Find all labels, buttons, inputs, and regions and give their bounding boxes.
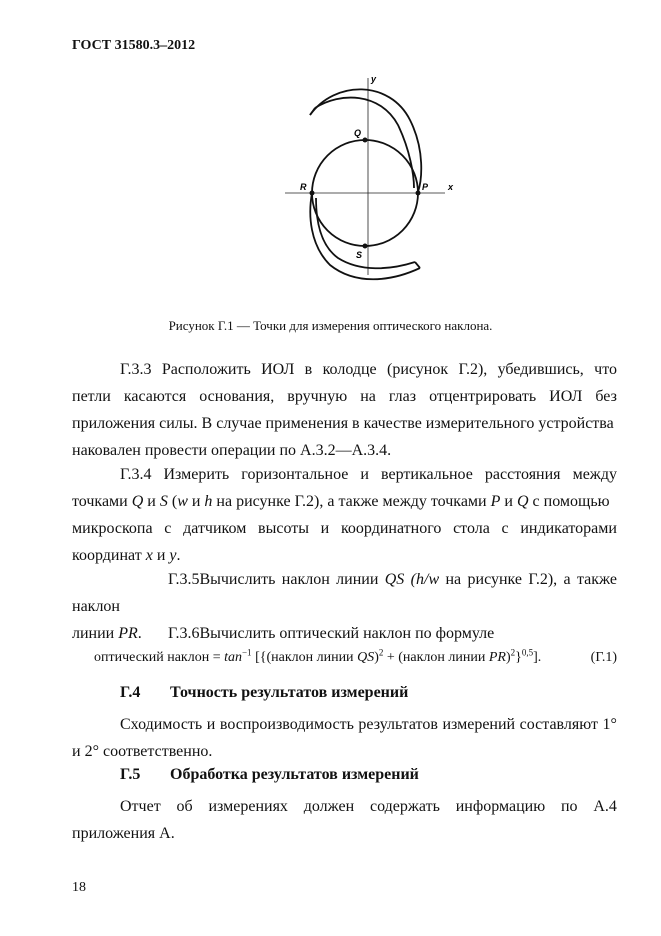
- word: отцентрировать: [429, 388, 537, 405]
- g36-line1: [72, 620, 617, 647]
- word: Г.2),: [458, 361, 488, 378]
- figure-caption: Рисунок Г.1 — Точки для измерения оптического наклона.: [168, 318, 493, 333]
- lower-haptic-tip: [415, 262, 420, 268]
- word: горизонтальное: [241, 466, 349, 483]
- exponent: 2: [510, 647, 516, 658]
- var-pr: PR: [118, 625, 138, 642]
- g34-num: Г.3.4: [120, 466, 152, 483]
- var-s: S: [159, 493, 168, 510]
- var-tan: tan: [224, 650, 242, 665]
- g33-line1: [72, 356, 617, 383]
- section-heading-g4: [120, 684, 408, 702]
- text: и: [500, 493, 517, 510]
- var-qs: QS: [357, 650, 375, 665]
- paragraph-g34: [72, 461, 617, 569]
- var-pr: PR: [488, 650, 506, 665]
- word: должен: [303, 798, 355, 815]
- text: координат: [72, 547, 146, 564]
- word: и: [320, 520, 330, 537]
- label-p: P: [422, 182, 429, 192]
- word: без: [595, 388, 617, 405]
- text: ): [374, 650, 379, 665]
- text: линии: [72, 625, 119, 642]
- word: индикаторами: [520, 520, 617, 537]
- g33-line2: [72, 383, 617, 410]
- formula-expression: [72, 647, 542, 666]
- word: высоты: [258, 520, 309, 537]
- point-p: [416, 191, 421, 196]
- var-x: x: [145, 547, 153, 564]
- exponent: 0,5: [521, 647, 534, 658]
- g4-line2: и 2° соответственно.: [72, 743, 213, 760]
- text: на рисунке Г.2), а также наклон: [72, 571, 618, 615]
- document-header: ГОСТ 31580.3–2012: [72, 38, 196, 53]
- word: на: [360, 388, 376, 405]
- upper-haptic-tip: [310, 108, 315, 115]
- g34-line1: [72, 461, 617, 488]
- text: }: [515, 650, 522, 665]
- word: микроскопа: [72, 520, 153, 537]
- point-r: [310, 191, 315, 196]
- var-qs: QS (h/w: [384, 571, 440, 588]
- g35-num: Г.3.5: [168, 571, 200, 588]
- word: с: [501, 520, 509, 537]
- word: содержать: [369, 798, 440, 815]
- word: в: [304, 361, 313, 378]
- word: расстояния: [484, 466, 561, 483]
- word: основания,: [199, 388, 275, 405]
- g5-line2: приложения А.: [72, 825, 175, 842]
- g33-num: Г.3.3: [120, 361, 152, 378]
- word: 1°: [602, 716, 617, 733]
- g33-line3: приложения силы. В случае применения в качестве измерительного устройства: [72, 415, 614, 432]
- g36-num: Г.3.6: [168, 625, 200, 642]
- point-q: [363, 138, 368, 143]
- page-number: 18: [72, 880, 86, 895]
- paragraph-g36: [72, 620, 617, 647]
- word: измерений: [442, 716, 516, 733]
- text: на рисунке Г.2), а также между точками: [212, 493, 491, 510]
- word: глаз: [388, 388, 417, 405]
- label-x: x: [448, 182, 454, 192]
- word: ИОЛ: [261, 361, 295, 378]
- word: убедившись,: [497, 361, 584, 378]
- word: координатного: [340, 520, 442, 537]
- word: вручную: [287, 388, 348, 405]
- g35-line1: [72, 566, 617, 620]
- exponent: −1: [241, 647, 252, 658]
- upper-haptic-inner: [315, 98, 414, 188]
- word: колодце: [322, 361, 377, 378]
- point-s: [363, 244, 368, 249]
- word: что: [594, 361, 617, 378]
- text: и: [143, 493, 160, 510]
- g34-line3: [72, 515, 617, 542]
- formula-number: (Г.1): [590, 650, 617, 665]
- g5-line1: [72, 793, 617, 820]
- label-r: R: [300, 182, 307, 192]
- heading-title: Точность результатов измерений: [170, 684, 409, 701]
- word: Отчет: [120, 798, 161, 815]
- paragraph-g5: [72, 793, 617, 847]
- heading-title: Обработка результатов измерений: [170, 766, 419, 783]
- g34-line4: [72, 542, 617, 569]
- formula-g1: [72, 647, 617, 666]
- paragraph-g33: [72, 356, 617, 464]
- word: (рисунок: [387, 361, 449, 378]
- word: Сходимость: [120, 716, 203, 733]
- label-s: S: [356, 250, 363, 260]
- g33-line4: наковален провести операции по А.3.2—А.3.4.: [72, 442, 392, 459]
- word: Расположить: [161, 361, 251, 378]
- var-q: Q: [131, 493, 144, 510]
- heading-number: Г.5: [120, 766, 141, 783]
- figure-g1: [280, 70, 460, 290]
- text: с помощью: [528, 493, 610, 510]
- text: .: [176, 547, 181, 564]
- word: результатов: [358, 716, 438, 733]
- exponent: 2: [378, 647, 384, 658]
- word: информацию: [455, 798, 546, 815]
- word: датчиком: [183, 520, 247, 537]
- text: ].: [533, 650, 542, 665]
- word: и: [206, 716, 216, 733]
- text: оптический наклон =: [94, 650, 225, 665]
- var-h: h: [204, 493, 213, 510]
- word: между: [572, 466, 617, 483]
- text: ): [505, 650, 511, 665]
- text: .: [137, 625, 142, 642]
- word: петли: [72, 388, 111, 405]
- section-heading-g5: [120, 766, 419, 784]
- heading-number: Г.4: [120, 684, 141, 701]
- text: Вычислить оптический наклон по формуле: [199, 625, 495, 642]
- label-y: y: [371, 74, 377, 84]
- word: А.4: [593, 798, 617, 815]
- g4-line1: [72, 711, 617, 738]
- var-y: y: [169, 547, 177, 564]
- text: и: [152, 547, 170, 564]
- text: (: [167, 493, 178, 510]
- word: вертикальное: [381, 466, 473, 483]
- text: и: [187, 493, 205, 510]
- text: + (наклон линии: [383, 650, 489, 665]
- word: об: [176, 798, 193, 815]
- text: Вычислить наклон линии: [199, 571, 385, 588]
- var-w: w: [177, 493, 188, 510]
- word: стола: [453, 520, 490, 537]
- g34-line2: [72, 488, 617, 515]
- word: касаются: [123, 388, 187, 405]
- word: ИОЛ: [549, 388, 583, 405]
- word: с: [164, 520, 172, 537]
- label-q: Q: [354, 128, 362, 138]
- lens-diagram: [280, 70, 460, 290]
- word: составляют: [519, 716, 598, 733]
- text: [{(наклон линии: [251, 650, 358, 665]
- text: точками: [72, 493, 132, 510]
- lower-haptic: [310, 193, 420, 279]
- word: Измерить: [163, 466, 230, 483]
- var-p: P: [490, 493, 501, 510]
- paragraph-g4: [72, 711, 617, 765]
- word: по: [560, 798, 578, 815]
- var-q: Q: [516, 493, 529, 510]
- word: измерениях: [208, 798, 288, 815]
- word: воспроизводимость: [219, 716, 354, 733]
- word: и: [360, 466, 369, 483]
